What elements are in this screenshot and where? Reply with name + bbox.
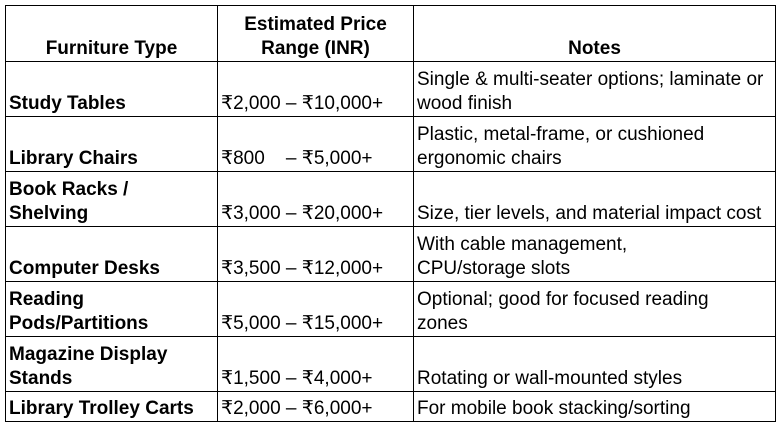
cell-notes: Rotating or wall-mounted styles	[414, 337, 776, 392]
cell-furniture-type: Book Racks / Shelving	[6, 172, 218, 227]
cell-price-range: ₹2,000 – ₹10,000+	[218, 62, 414, 117]
cell-price-range: ₹1,500 – ₹4,000+	[218, 337, 414, 392]
cell-price-range: ₹5,000 – ₹15,000+	[218, 282, 414, 337]
cell-notes: Optional; good for focused reading zones	[414, 282, 776, 337]
table-row	[6, 62, 776, 117]
table-row	[6, 227, 776, 282]
header-notes: Notes	[414, 6, 776, 62]
cell-furniture-type: Library Trolley Carts	[6, 392, 218, 422]
cell-price-range: ₹3,500 – ₹12,000+	[218, 227, 414, 282]
cell-notes: Size, tier levels, and material impact cost	[414, 172, 776, 227]
cell-furniture-type: Reading Pods/Partitions	[6, 282, 218, 337]
cell-price-range: ₹3,000 – ₹20,000+	[218, 172, 414, 227]
cell-price-range: ₹800 – ₹5,000+	[218, 117, 414, 172]
cell-notes: For mobile book stacking/sorting	[414, 392, 776, 422]
cell-price-range: ₹2,000 – ₹6,000+	[218, 392, 414, 422]
cell-furniture-type: Library Chairs	[6, 117, 218, 172]
table-row	[6, 172, 776, 227]
table-row	[6, 337, 776, 392]
header-row	[6, 6, 776, 62]
header-furniture-type: Furniture Type	[6, 6, 218, 62]
cell-notes: With cable management, CPU/storage slots	[414, 227, 776, 282]
table-row	[6, 282, 776, 337]
cell-furniture-type: Computer Desks	[6, 227, 218, 282]
furniture-price-table	[5, 5, 776, 422]
header-price-range: Estimated Price Range (INR)	[218, 6, 414, 62]
cell-notes: Plastic, metal-frame, or cushioned ergonomic chairs	[414, 117, 776, 172]
cell-furniture-type: Magazine Display Stands	[6, 337, 218, 392]
cell-notes: Single & multi-seater options; laminate or wood finish	[414, 62, 776, 117]
table-row	[6, 117, 776, 172]
table-row	[6, 392, 776, 422]
cell-furniture-type: Study Tables	[6, 62, 218, 117]
